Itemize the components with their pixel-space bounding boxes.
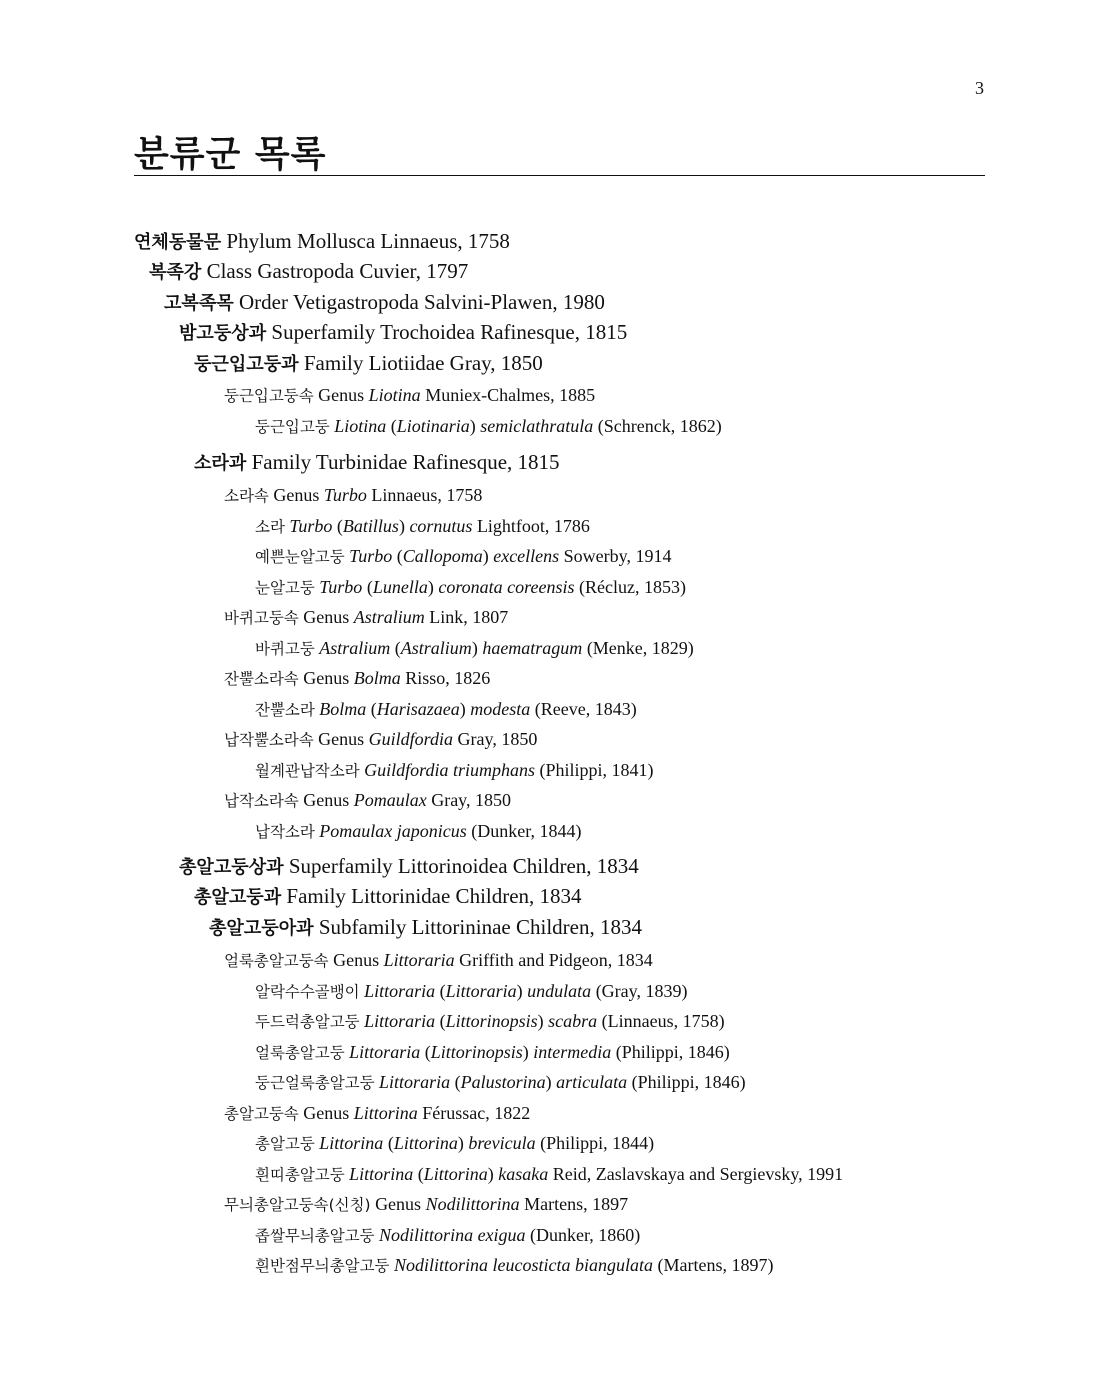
taxon-text: (Dunker, 1860) — [525, 1225, 641, 1245]
taxon-text: Superfamily Littorinoidea Children, 1834 — [283, 854, 639, 878]
taxon-text: ) — [482, 546, 494, 566]
taxon-text: ) — [457, 1133, 469, 1153]
scientific-name: modesta — [470, 699, 531, 719]
scientific-name: Guildfordia — [368, 729, 454, 749]
taxon-text: ( — [435, 981, 446, 1001]
taxon-row — [224, 486, 482, 504]
taxon-row — [255, 1256, 773, 1274]
taxon-text: Gray, 1850 — [453, 729, 538, 749]
taxon-row — [255, 1165, 843, 1183]
taxon-row — [224, 386, 595, 404]
korean-name: 총알고둥아과 — [209, 918, 314, 939]
taxon-text: ) — [537, 1011, 549, 1031]
taxon-row — [255, 1073, 746, 1091]
scientific-name: Littoraria — [383, 950, 455, 970]
taxon-text: (Dunker, 1844) — [466, 821, 582, 841]
taxon-text: Link, 1807 — [424, 607, 509, 627]
scientific-name: Littoraria — [379, 1072, 451, 1092]
taxon-row — [255, 1012, 725, 1030]
scientific-name: Littorina — [349, 1164, 414, 1184]
scientific-name: Turbo — [319, 577, 363, 597]
taxon-text: (Philippi, 1844) — [535, 1133, 655, 1153]
taxon-row — [255, 1134, 654, 1152]
page-number: 3 — [975, 78, 984, 98]
taxon-text: (Gray, 1839) — [591, 981, 688, 1001]
taxon-row — [255, 1226, 640, 1244]
taxon-text: (Philippi, 1841) — [534, 760, 654, 780]
taxon-row — [224, 669, 490, 687]
taxon-text: ( — [390, 638, 401, 658]
korean-name: 알락수수골뱅이 — [255, 983, 360, 1001]
taxon-text: (Schrenck, 1862) — [593, 416, 722, 436]
taxon-row — [179, 322, 627, 343]
korean-name: 소라 — [255, 518, 285, 536]
korean-name: 바퀴고둥속 — [224, 609, 299, 627]
scientific-name: Bolma — [319, 699, 367, 719]
taxon-text: (Philippi, 1846) — [611, 1042, 730, 1062]
scientific-name: Nodilittorina exigua — [379, 1225, 526, 1245]
taxon-text: ( — [450, 1072, 461, 1092]
taxon-text: ( — [366, 699, 377, 719]
korean-name: 무늬총알고둥속(신칭) — [224, 1196, 371, 1214]
taxon-text: Muniex-Chalmes, 1885 — [420, 385, 596, 405]
taxon-text: ) — [427, 577, 439, 597]
scientific-name: Liotinaria — [396, 416, 470, 436]
taxon-row — [224, 1104, 530, 1122]
korean-name: 둥근입고둥 — [255, 418, 330, 436]
korean-name: 얼룩총알고둥속 — [224, 952, 329, 970]
scientific-name: Astralium — [319, 638, 391, 658]
taxon-text: (Philippi, 1846) — [627, 1072, 746, 1092]
taxon-row — [194, 886, 582, 907]
taxon-row — [194, 353, 543, 374]
page-title: 분류군 목록 — [134, 134, 327, 175]
taxon-row — [255, 1043, 730, 1061]
scientific-name: undulata — [527, 981, 592, 1001]
korean-name: 잔뿔소라속 — [224, 670, 299, 688]
taxon-text: ( — [435, 1011, 446, 1031]
scientific-name: scabra — [548, 1011, 598, 1031]
taxon-text: Risso, 1826 — [400, 668, 491, 688]
taxon-text: ) — [545, 1072, 557, 1092]
taxon-text: ( — [386, 416, 397, 436]
korean-name: 좁쌀무늬총알고둥 — [255, 1227, 375, 1245]
korean-name: 흰띠총알고둥 — [255, 1166, 345, 1184]
scientific-name: excellens — [493, 546, 560, 566]
scientific-name: Liotina — [334, 416, 387, 436]
scientific-name: Turbo — [349, 546, 393, 566]
scientific-name: Batillus — [342, 516, 399, 536]
taxon-text: ) — [516, 981, 528, 1001]
scientific-name: Littorina — [393, 1133, 458, 1153]
taxon-row — [255, 700, 637, 718]
scientific-name: Littoraria — [445, 981, 517, 1001]
taxon-text: Genus — [298, 668, 354, 688]
scientific-name: brevicula — [468, 1133, 536, 1153]
scientific-name: Liotina — [368, 385, 421, 405]
scientific-name: Palustorina — [460, 1072, 546, 1092]
korean-name: 둥근입고둥속 — [224, 387, 314, 405]
taxon-row — [209, 917, 642, 938]
taxon-text: Linnaeus, 1758 — [366, 485, 483, 505]
korean-name: 소라속 — [224, 487, 269, 505]
taxon-row — [164, 292, 605, 313]
scientific-name: haematragum — [482, 638, 583, 658]
taxon-text: ( — [332, 516, 343, 536]
taxon-text: Sowerby, 1914 — [559, 546, 672, 566]
taxon-text: ( — [362, 577, 373, 597]
korean-name: 총알고둥속 — [224, 1105, 299, 1123]
korean-name: 연체동물문 — [134, 232, 222, 253]
korean-name: 눈알고둥 — [255, 579, 315, 597]
taxon-text: Reid, Zaslavskaya and Sergievsky, 1991 — [548, 1164, 844, 1184]
scientific-name: intermedia — [533, 1042, 612, 1062]
title-rule — [134, 175, 985, 176]
scientific-name: Nodilittorina leucosticta biangulata — [394, 1255, 653, 1275]
korean-name: 밤고둥상과 — [179, 323, 267, 344]
scientific-name: Astralium — [353, 607, 425, 627]
korean-name: 고복족목 — [164, 293, 234, 314]
taxon-row — [134, 231, 510, 252]
taxon-row — [255, 578, 686, 596]
scientific-name: Nodilittorina — [425, 1194, 520, 1214]
scientific-name: articulata — [556, 1072, 628, 1092]
korean-name: 복족강 — [149, 262, 202, 283]
taxon-text: Family Liotiidae Gray, 1850 — [298, 351, 543, 375]
scientific-name: Bolma — [353, 668, 401, 688]
taxon-row — [255, 517, 590, 535]
taxon-row — [179, 856, 639, 877]
scientific-name: Guildfordia triumphans — [364, 760, 535, 780]
taxon-text: Family Littorinidae Children, 1834 — [281, 884, 582, 908]
taxon-row — [255, 761, 653, 779]
taxon-row — [255, 822, 582, 840]
taxon-text: Gray, 1850 — [426, 790, 512, 810]
taxon-text: ) — [469, 416, 481, 436]
scientific-name: Littoraria — [349, 1042, 421, 1062]
taxon-row — [224, 730, 537, 748]
taxon-text: (Linnaeus, 1758) — [597, 1011, 725, 1031]
scientific-name: kasaka — [498, 1164, 549, 1184]
scientific-name: Littorinopsis — [445, 1011, 538, 1031]
korean-name: 바퀴고둥 — [255, 640, 315, 658]
scientific-name: cornutus — [409, 516, 473, 536]
korean-name: 두드럭총알고둥 — [255, 1013, 360, 1031]
taxon-text: Family Turbinidae Rafinesque, 1815 — [246, 450, 560, 474]
korean-name: 납작뿔소라속 — [224, 731, 314, 749]
taxon-text: ) — [459, 699, 471, 719]
taxon-row — [194, 452, 560, 473]
taxon-row — [255, 982, 688, 1000]
taxon-row — [149, 261, 468, 282]
taxon-text: Genus — [268, 485, 324, 505]
korean-name: 둥근얼룩총알고둥 — [255, 1074, 375, 1092]
taxon-text: ) — [471, 638, 483, 658]
taxon-text: Genus — [298, 1103, 354, 1123]
korean-name: 잔뿔소라 — [255, 701, 315, 719]
korean-name: 흰반점무늬총알고둥 — [255, 1257, 390, 1275]
taxon-text: Martens, 1897 — [519, 1194, 629, 1214]
taxon-text: (Reeve, 1843) — [530, 699, 637, 719]
scientific-name: Littorina — [423, 1164, 488, 1184]
korean-name: 월계관납작소라 — [255, 762, 360, 780]
korean-name: 총알고둥 — [255, 1135, 315, 1153]
taxon-text: (Martens, 1897) — [653, 1255, 774, 1275]
taxon-text: ) — [522, 1042, 534, 1062]
taxon-text: Griffith and Pidgeon, 1834 — [454, 950, 653, 970]
taxon-text: Phylum Mollusca Linnaeus, 1758 — [221, 229, 510, 253]
taxon-text: Lightfoot, 1786 — [472, 516, 590, 536]
taxon-row — [224, 951, 653, 969]
taxon-text: ( — [392, 546, 403, 566]
taxon-row — [224, 1195, 628, 1213]
scientific-name: coronata coreensis — [438, 577, 575, 597]
taxon-text: Subfamily Littorininae Children, 1834 — [313, 915, 642, 939]
taxon-text: ( — [383, 1133, 394, 1153]
scientific-name: Littorinopsis — [430, 1042, 523, 1062]
taxon-text: Order Vetigastropoda Salvini-Plawen, 1980 — [233, 290, 605, 314]
scientific-name: Littoraria — [364, 1011, 436, 1031]
taxon-text: ( — [413, 1164, 424, 1184]
taxon-text: Férussac, 1822 — [417, 1103, 531, 1123]
taxon-row — [255, 417, 722, 435]
taxon-row — [255, 639, 694, 657]
taxon-text: Superfamily Trochoidea Rafinesque, 1815 — [266, 320, 628, 344]
scientific-name: Littoraria — [364, 981, 436, 1001]
taxon-row — [255, 547, 672, 565]
korean-name: 납작소라 — [255, 823, 315, 841]
scientific-name: Turbo — [289, 516, 333, 536]
taxon-text: (Menke, 1829) — [582, 638, 694, 658]
scientific-name: Pomaulax — [353, 790, 427, 810]
taxon-text: ) — [398, 516, 410, 536]
scientific-name: Harisazaea — [376, 699, 460, 719]
scientific-name: Pomaulax japonicus — [319, 821, 467, 841]
korean-name: 총알고둥상과 — [179, 857, 284, 878]
scientific-name: Lunella — [372, 577, 428, 597]
taxon-text: Genus — [370, 1194, 426, 1214]
korean-name: 총알고둥과 — [194, 887, 282, 908]
scientific-name: Littorina — [353, 1103, 418, 1123]
korean-name: 예쁜눈알고둥 — [255, 548, 345, 566]
scientific-name: semiclathratula — [480, 416, 594, 436]
taxon-text: Genus — [313, 729, 369, 749]
taxon-text: Genus — [313, 385, 369, 405]
scientific-name: Littorina — [319, 1133, 384, 1153]
korean-name: 얼룩총알고둥 — [255, 1044, 345, 1062]
korean-name: 소라과 — [194, 453, 247, 474]
taxon-text: Genus — [298, 790, 354, 810]
taxon-text: ( — [420, 1042, 431, 1062]
scientific-name: Astralium — [400, 638, 472, 658]
scientific-name: Turbo — [323, 485, 367, 505]
korean-name: 둥근입고둥과 — [194, 354, 299, 375]
taxon-text: Genus — [298, 607, 354, 627]
taxon-text: Class Gastropoda Cuvier, 1797 — [201, 259, 469, 283]
scientific-name: Callopoma — [402, 546, 483, 566]
korean-name: 납작소라속 — [224, 792, 299, 810]
taxon-text: Genus — [328, 950, 384, 970]
taxon-text: (Récluz, 1853) — [574, 577, 686, 597]
taxon-row — [224, 791, 511, 809]
taxon-row — [224, 608, 508, 626]
taxon-text: ) — [487, 1164, 499, 1184]
